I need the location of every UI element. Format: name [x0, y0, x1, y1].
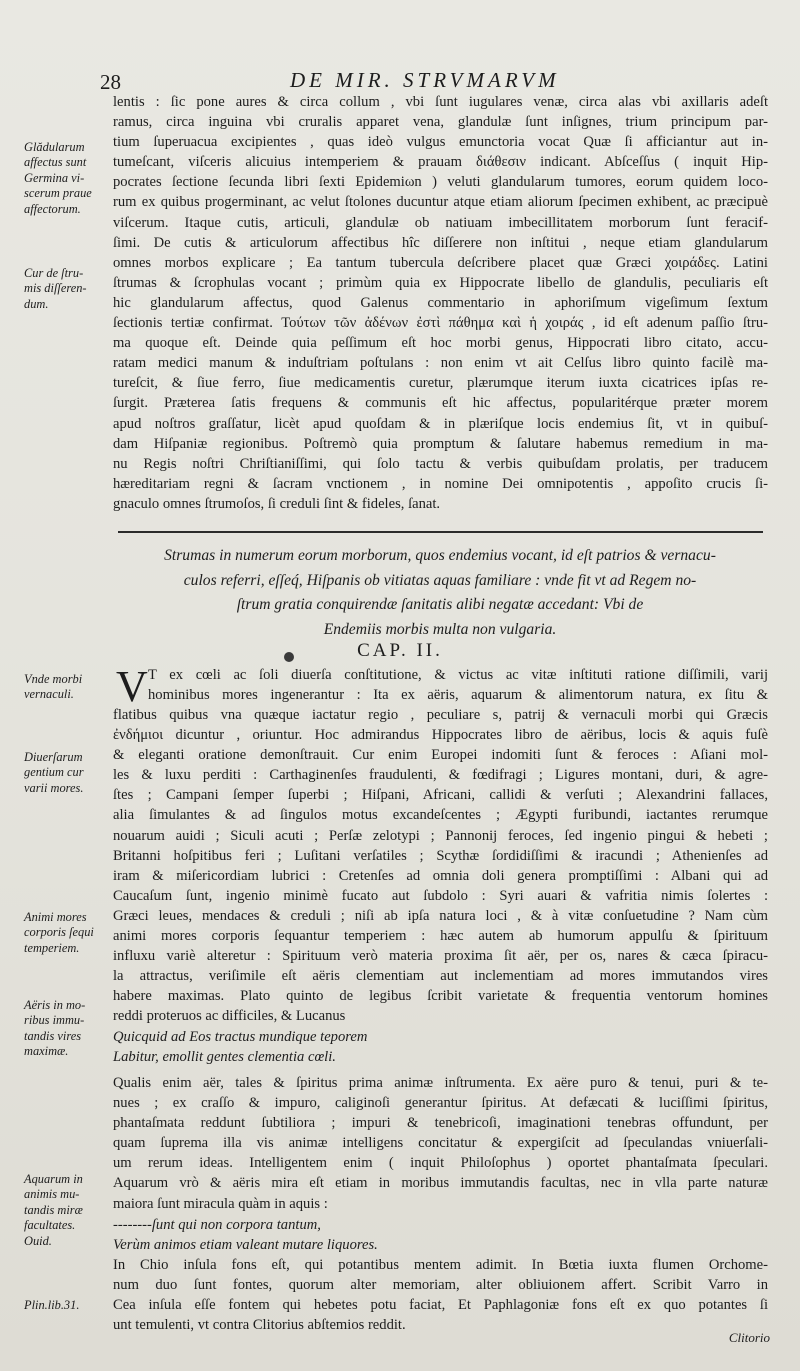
text-line: ſimi. De cutis & articulorum affectibus hîc diſſerere non inſtitui , neque etiam glandularum [113, 234, 768, 251]
margin-note-line: Germina vi- [24, 170, 85, 185]
margin-note-glandularum [24, 140, 120, 217]
text-line: um rerum ideas. Intelligentem enim ( inquit Philoſophus ) oportet phantaſmata ſpeculari. [113, 1155, 768, 1172]
margin-note-cur-de-strumis [24, 266, 120, 312]
margin-note-line: ribus immu- [24, 1013, 85, 1028]
text-line: num duo ſunt fontes, quorum alter memoriam, alter obliuionem affert. Scribit Varro in [113, 1277, 768, 1294]
text-line: Cea inſula eſſe fontem qui hebetes potu faciat, Et Paphlagoniæ fons eſt ex quo potantes ſi [113, 1297, 768, 1314]
margin-note-plin [24, 1298, 120, 1313]
margin-note-aeris [24, 998, 120, 1060]
text-line: alia ſimulantes & ad ſingulos motus excandeſcentes ; Ægypti furibundi, iactantes rerumque [113, 807, 768, 824]
text-line: les & luxu perditi : Carthaginenſes fraudulenti, & fœdifragi ; Ligures montani, duri, & agre- [113, 767, 768, 784]
text-line: ſtes ; Campani ſemper ſuperbi ; Hiſpani, Africani, callidi & verſuti ; Alexandrini fallaces, [113, 787, 768, 804]
text-line: unt temulenti, vt contra Clitorius abſtemios reddit. [113, 1317, 406, 1334]
verse-line: Verùm animos etiam valeant mutare liquores. [113, 1237, 378, 1254]
text-line: & eleganti oratione demonſtrauit. Cur enim Europei indomiti ſunt & feroces : Aſiani mol- [113, 747, 768, 764]
summary-line: ſtrum gratia conquirendæ ſanitatis alibi negatæ accedant: Vbi de [236, 596, 644, 613]
paragraph-first-lines [148, 665, 768, 705]
text-line: animi mores corporis ſequantur temperiem : hæc autem ab humorum appulſu & ſpirituum [113, 928, 768, 945]
margin-note-line: Vnde morbi [24, 672, 83, 686]
margin-note-line: vernaculi. [24, 687, 74, 702]
text-line: maiora ſunt miracula quàm in aquis : [113, 1195, 328, 1212]
section-rule [118, 531, 763, 533]
text-line: hic glandularum affectus, quod Galenus commentario in aphoriſmum vigeſimum ſextum [113, 294, 768, 311]
text-line: omnes morbos explicare ; Ea tantum tubercula deſcribere placet quæ Græci χοιράδες. Latini [113, 254, 768, 271]
text-line: ramus, circa inguina vbi cruralis apparet vena, glandulæ ſunt inſignes, trium principum par- [113, 114, 768, 131]
text-line: flatibus quibus vna quæque iactatur regio , peculiare s, patrij & vernaculi morbi qui Græcis [113, 707, 768, 723]
text-line: ma quoque eſt. Deinde quia peſſimum eſt hoc morbi genus, Hippocrati libro citato, accu- [113, 335, 768, 352]
margin-note-animi-mores [24, 910, 120, 956]
margin-note-line: affectorum. [24, 201, 81, 216]
text-line: reddi proteruos ac difficiles, & Lucanus [113, 1008, 346, 1025]
margin-note-line: tandis miræ [24, 1202, 83, 1217]
margin-note-line: varii mores. [24, 780, 84, 795]
paragraph-intro [113, 92, 768, 514]
text-line: Caucaſum ſunt, ingenio minimè fucato aut ſubdolo : Syri auari & vafritia nimis ſolertes : [113, 887, 768, 904]
running-title: DE MIR. STRVMARVM [290, 68, 560, 92]
chapter-heading: CAP. II. [357, 640, 443, 661]
text-line: habere maximas. Plato quinto de legibus ſcribit varietate & frequentia ventorum homines [113, 988, 768, 1005]
text-line: lentis : ſic pone aures & circa collum , vbi ſunt iugulares venæ, circa alas vbi axillaris adeſt [113, 94, 768, 110]
text-line: ſtrumas & ſcrophulas vocant ; primùm quia ex Hippocrate libello de glandulis, peculiaris eſt [113, 274, 768, 291]
margin-note-line: Glădularum [24, 140, 85, 154]
text-line: tureſcit, & ſiue ferro, ſiue medicamentis curetur, plærumque iterum iuxta cicatrices ipſas re- [113, 375, 768, 392]
text-line: T ex cœli ac ſoli diuerſa conſtitutione, & victus ac vitæ inſtituti ratione diſſimili, varij [148, 667, 768, 683]
paragraph-spiritus [113, 1073, 768, 1214]
margin-note-line: Aquarum in [24, 1172, 83, 1186]
margin-note-line: scerum praue [24, 186, 92, 201]
text-line: ratam medici manum & induſtriam poſtulans : non enim vt ait Celſus libro quinto facilè ma- [113, 355, 768, 372]
text-line: pocrates ſectione ſecunda libri ſexti Epidemiωn ) veluti glandularum tumores, eorum quidem loco- [113, 174, 768, 191]
text-line: Qualis enim aër, tales & ſpiritus prima animæ inſtrumenta. Ex aëre puro & tenui, puri & te- [113, 1075, 768, 1091]
text-line: apud noſtros graſſatur, licèt apud quoſdam & in plæriſque locis endemius ſit, vt in quibuſ- [113, 415, 768, 432]
text-line: tumeſcant, viſceris alicuius intemperiem & prauam διάθεσιν indicant. Abſceſſus ( inquit Hip- [113, 154, 768, 171]
margin-note-line: Aëris in mo- [24, 998, 86, 1012]
margin-note-line: Plin.lib.31. [24, 1298, 80, 1312]
text-line: hæreditariam regni & ſacram vnctionem , in nomine Dei omnipotentis , appoſito crucis ſi- [113, 475, 768, 492]
catchword: Clitorio [728, 1330, 770, 1345]
verse-ouid [113, 1215, 768, 1255]
text-line: Aquarum vrò & aëris mira eſt etiam in moribus immutandis facultas, nec in vlla parte naturæ [113, 1175, 768, 1192]
text-line: nouarum auidi ; Siculi acuti ; Perſæ zelotypi ; Pannonij feroces, ſed ingenio pingui & hebeti ; [113, 827, 768, 844]
margin-note-line: affectus sunt [24, 155, 87, 170]
margin-note-line: corporis ſequi [24, 925, 94, 940]
margin-note-line: mis diſſeren- [24, 281, 87, 296]
text-line: ſurgit. Præterea ſatis frequens & communis eſt hic affectus, popularitérque præter morem [113, 395, 768, 412]
text-line: tium ſuperuacua excipientes , quas ideò vulgus emunctoria vocat Quæ ſi afficiantur aut in- [113, 134, 768, 151]
margin-note-line: Animi mores [24, 910, 87, 924]
text-line: hominibus mores ingenerantur : Ita ex aëris, aquarum & alimentorum natura, ex ſitu & [148, 687, 768, 704]
margin-note-line: gentium cur [24, 765, 84, 780]
margin-note-aquarum [24, 1172, 120, 1249]
text-line: iram & miſericordiam lubrici : Cretenſes ad omnia doli genera promptiſſimi : Albani qui ad [113, 867, 768, 884]
margin-note-line: tandis vires [24, 1028, 82, 1043]
margin-note-line: temperiem. [24, 940, 80, 955]
paragraph-fontes [113, 1255, 768, 1335]
margin-note-diuersarum [24, 750, 120, 796]
text-line: Græci leues, mendaces & creduli ; niſi ab ipſa natura loci , & à vitæ conſuetudine ? Nam cùm [113, 907, 768, 924]
margin-note-line: Diuerſarum [24, 750, 83, 764]
margin-note-line: animis mu- [24, 1187, 80, 1202]
verse-line: Labitur, emollit gentes clementia cœli. [113, 1049, 336, 1066]
chapter-summary [110, 544, 770, 642]
verse-lucanus [113, 1027, 768, 1067]
summary-line: Strumas in numerum eorum morborum, quos endemius vocant, id eſt patrios & vernacu- [164, 547, 716, 564]
drop-cap: V [116, 662, 148, 711]
verse-line: --------ſunt qui non corpora tantum, [113, 1217, 321, 1233]
text-line: gnaculo omnes ſtrumoſos, ſi creduli ſint & fideles, ſanat. [113, 495, 441, 512]
text-line: nues ; ex craſſo & impuro, caliginoſi generantur ſpiritus. At defæcati & luciſſimi ſpiritus, [113, 1095, 768, 1112]
text-line: nu Regis noſtri Chriſtianiſſimi, qui ſolo tactu & verbis quibuſdam prolatis, per traducem [113, 455, 768, 472]
text-line: phantaſmata reddunt ſubtiliora ; impuri & tenebricoſi, imaginationi tenebras offundunt, per [113, 1115, 768, 1132]
margin-note-line: Cur de ſtru- [24, 266, 84, 280]
text-line: dam Hiſpaniæ regionibus. Poſtremò quia promptum & ſalutare habemus remedium in ma- [113, 435, 768, 452]
text-line: ſectionis tertiæ confirmat. Τούτων τῶν ἀδένων ἐστὶ πάθημα καὶ ἡ χοιράς , id eſt adenum paſſio ſtru- [113, 315, 768, 332]
page-number: 28 [100, 70, 121, 94]
margin-note-line: facultates. [24, 1218, 76, 1233]
margin-note-vnde-morbi [24, 672, 120, 703]
margin-note-line: dum. [24, 296, 49, 311]
text-line: viſcerum. Itaque cutis, articuli, glandulæ ob natiuam imbecillitatem morborum ſunt feracif- [113, 214, 768, 231]
text-line: quam ſuprema illa vis animæ intelligens concitatur & expergiſcit ad ſpeculandas vniuerſali- [113, 1135, 768, 1152]
text-line: rum ex quibus progerminant, ac velut ſtolones ducuntur atque etiam aliorum ſpecimen exhibent, ac præcipuè [113, 194, 768, 211]
margin-note-line: Ouid. [24, 1233, 52, 1248]
summary-line: Endemiis morbis multa non vulgaria. [323, 620, 557, 638]
paragraph-nations [113, 705, 768, 1027]
text-line: influxu variè alteretur : Spirituum verò materia proxima ſit aër, per os, nares & cæca ſpiracu- [113, 948, 768, 965]
text-line: ἐνδήμιοι dicuntur , oriuntur. Hoc admirandus Hippocrates libro de aëribus, locis & aquis fuſè [113, 727, 768, 744]
text-line: Britanni hoſpitibus feri ; Luſitani verſatiles ; Scythæ ſordidiſſimi & iracundi ; Athenienſes ad [113, 847, 768, 864]
summary-line: culos referri, eſſeq́, Hiſpanis ob vitiatas aquas familiare : vnde fit vt ad Regem no- [183, 571, 697, 589]
margin-note-line: maximæ. [24, 1044, 69, 1059]
text-line: la attractus, veriſimile eſt aëris clementiam aut inclementiam ad mores immutandos vires [113, 968, 768, 985]
text-line: In Chio inſula fons eſt, qui potantibus mentem adimit. In Bœtia iuxta flumen Orchome- [113, 1257, 768, 1273]
verse-line: Quicquid ad Eos tractus mundique teporem [113, 1029, 368, 1045]
